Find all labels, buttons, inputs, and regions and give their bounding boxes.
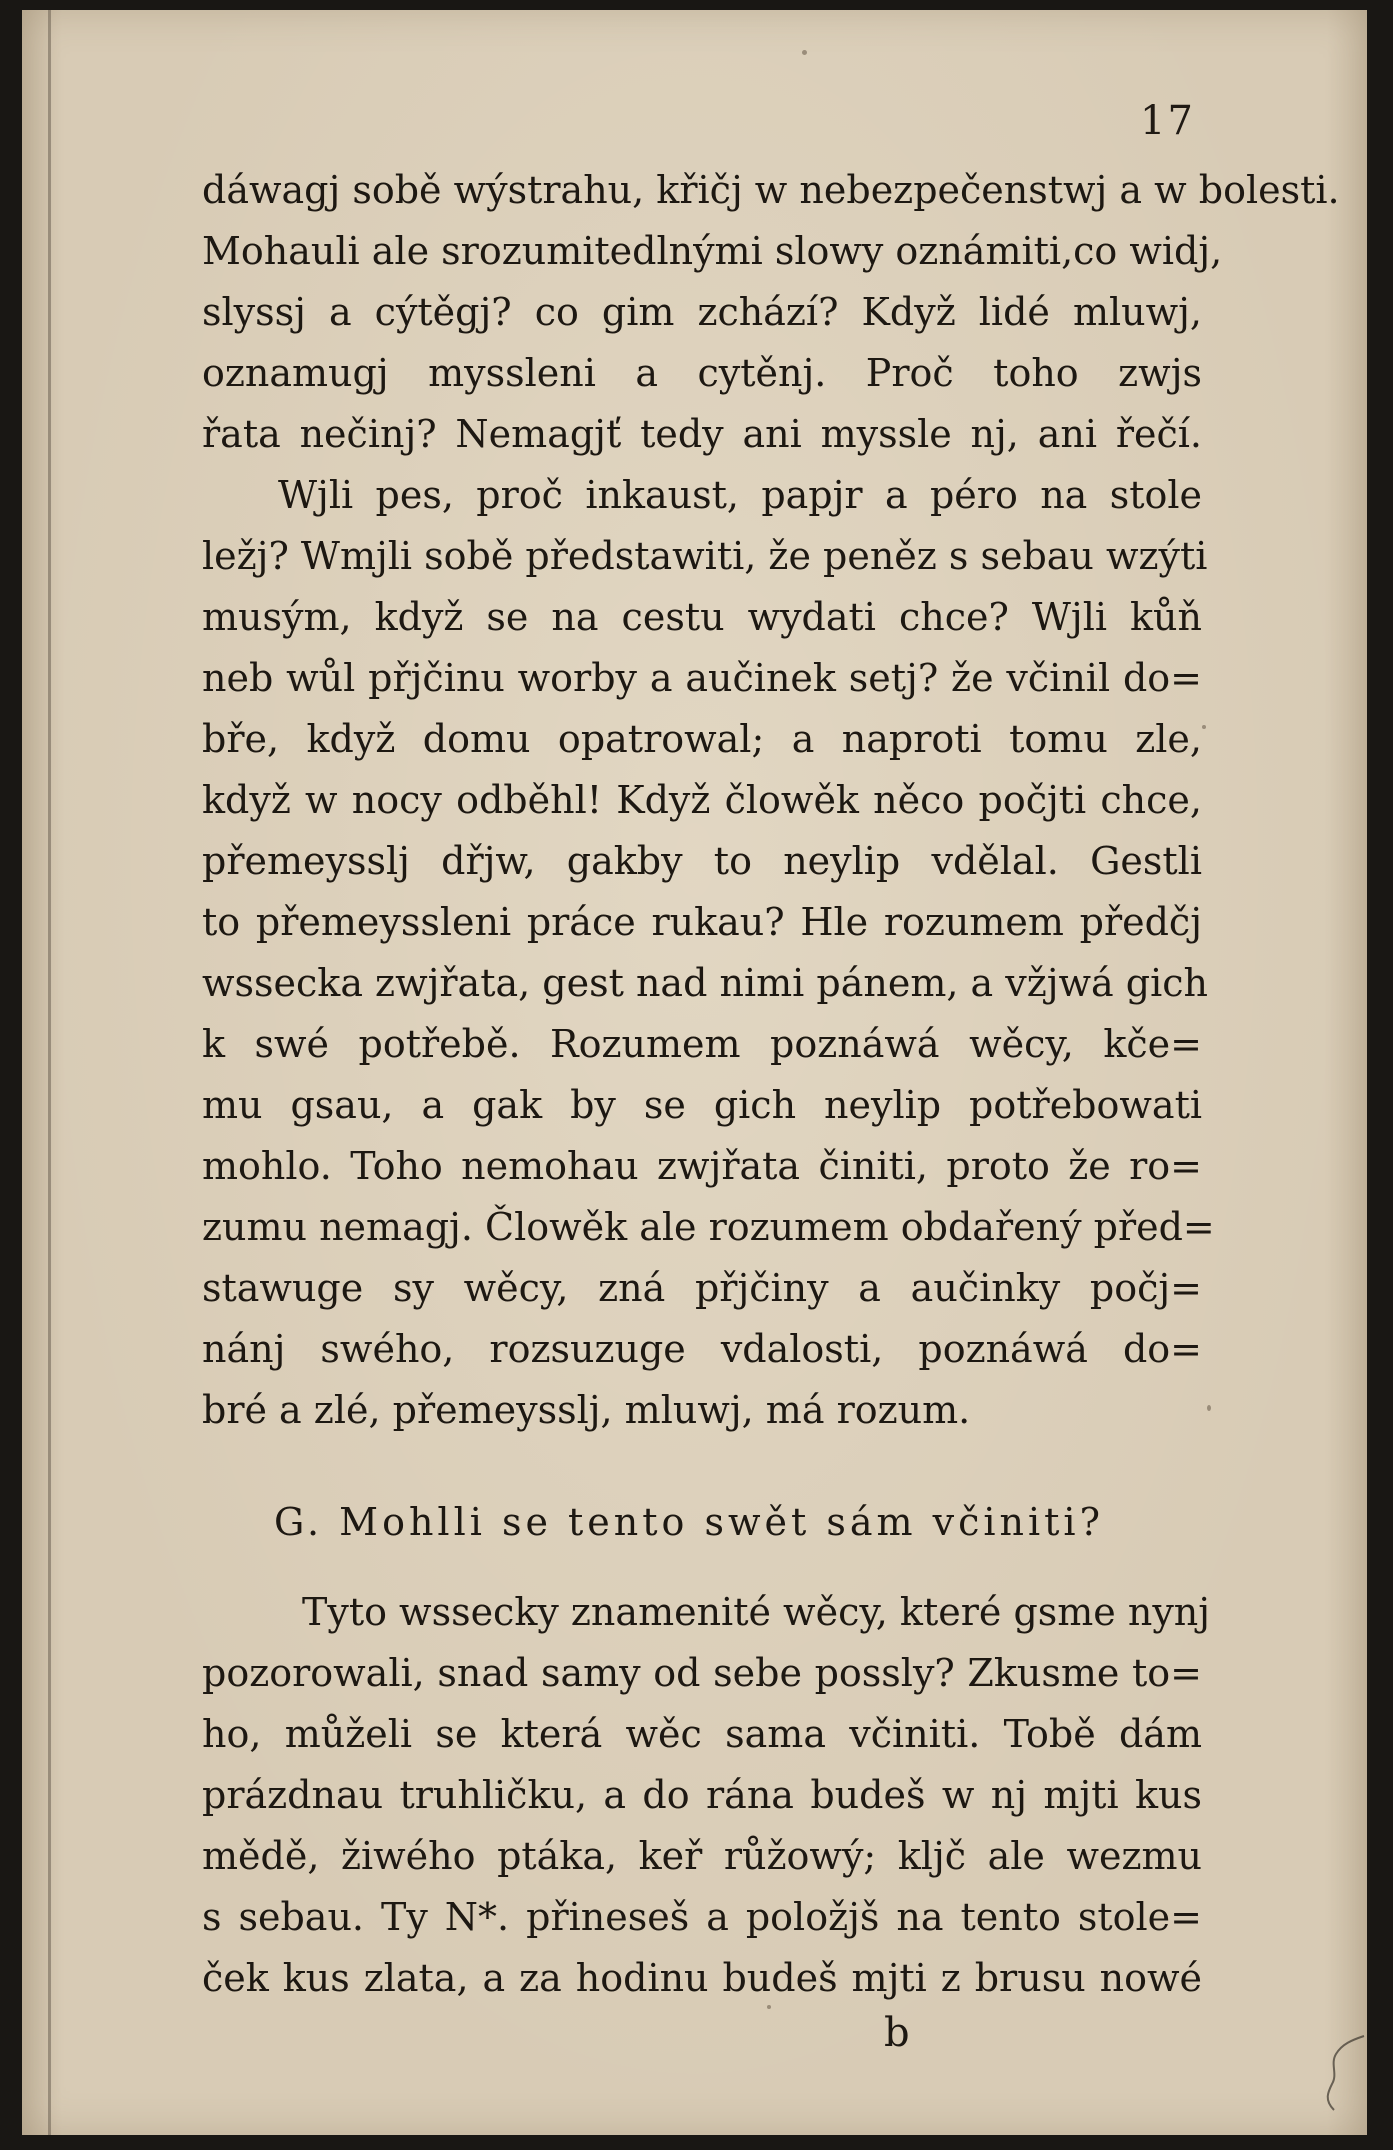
paragraph-2 [202,1582,1211,2009]
text-line: přemeysslj dřjw, gakby to neylip vdělal. Gestli [202,839,1202,883]
text-line: mu gsau, a gak by se gich neylip potřebowati [202,1083,1202,1127]
section-heading: G. Mohlli se tento swět sám včiniti? [274,1500,1104,1544]
paper-speck [1202,725,1206,729]
text-line: Tyto wssecky znamenité wěcy, které gsme nynj [302,1590,1211,1634]
text-line: bře, když domu opatrowal; a naproti tomu zle, [202,717,1202,761]
text-line: slyssj a cýtěgj? co gim zchází? Když lidé mluwj, [202,290,1202,334]
text-line: k swé potřebě. Rozumem poznáwá wěcy, kče= [202,1022,1202,1066]
text-line: mohlo. Toho nemohau zwjřata činiti, proto že ro= [202,1144,1202,1188]
text-line: ček kus zlata, a za hodinu budeš mjti z brusu nowé [202,1956,1202,2000]
text-line: prázdnau truhličku, a do rána budeš w nj mjti kus [202,1773,1202,1817]
signature-mark: b [884,2010,910,2056]
text-line: wssecka zwjřata, gest nad nimi pánem, a vžjwá gich [202,961,1209,1005]
text-line: s sebau. Ty N*. přineseš a položjš na tento stole= [202,1895,1202,1939]
text-line: bré a zlé, přemeysslj, mluwj, má rozum. [202,1388,971,1432]
text-line: mědě, žiwého ptáka, keř růžowý; kljč ale wezmu [202,1834,1202,1878]
text-line: zumu nemagj. Člowěk ale rozumem obdařený před= [202,1205,1215,1249]
text-line: Wjli pes, proč inkaust, papjr a péro na stole [278,473,1202,517]
text-line: musým, když se na cestu wydati chce? Wjli kůň [202,595,1202,639]
text-line: když w nocy odběhl! Když člowěk něco počjti chce, [202,778,1202,822]
page-spine-edge [48,10,51,2135]
text-line: stawuge sy wěcy, zná přjčiny a aučinky počj= [202,1266,1202,1310]
paper-speck [767,2005,771,2009]
page-number: 17 [1140,98,1195,144]
paper-speck [1207,1405,1211,1411]
text-line: ležj? Wmjli sobě předstawiti, že peněz s sebau wzýti [202,534,1208,578]
pencil-mark-icon [1312,2030,1372,2130]
text-line: dáwagj sobě wýstrahu, křičj w nebezpečenstwj a w bolesti. [202,168,1340,212]
text-line: pozorowali, snad samy od sebe possly? Zkusme to= [202,1651,1202,1695]
text-line: neb wůl přjčinu worby a aučinek setj? že včinil do= [202,656,1202,700]
text-line: ho, můželi se která wěc sama včiniti. Tobě dám [202,1712,1202,1756]
text-line: to přemeyssleni práce rukau? Hle rozumem předčj [202,900,1202,944]
paper-speck [802,50,807,55]
text-line: řata nečinj? Nemagjť tedy ani myssle nj, ani řečí. [202,412,1202,456]
text-line: nánj swého, rozsuzuge vdalosti, poznáwá do= [202,1327,1202,1371]
text-line: oznamugj myssleni a cytěnj. Proč toho zwjs [202,351,1202,395]
paragraph-1 [202,160,1340,1441]
text-line: Mohauli ale srozumitedlnými slowy oznámiti,co widj, [202,229,1223,273]
book-page [22,10,1367,2135]
